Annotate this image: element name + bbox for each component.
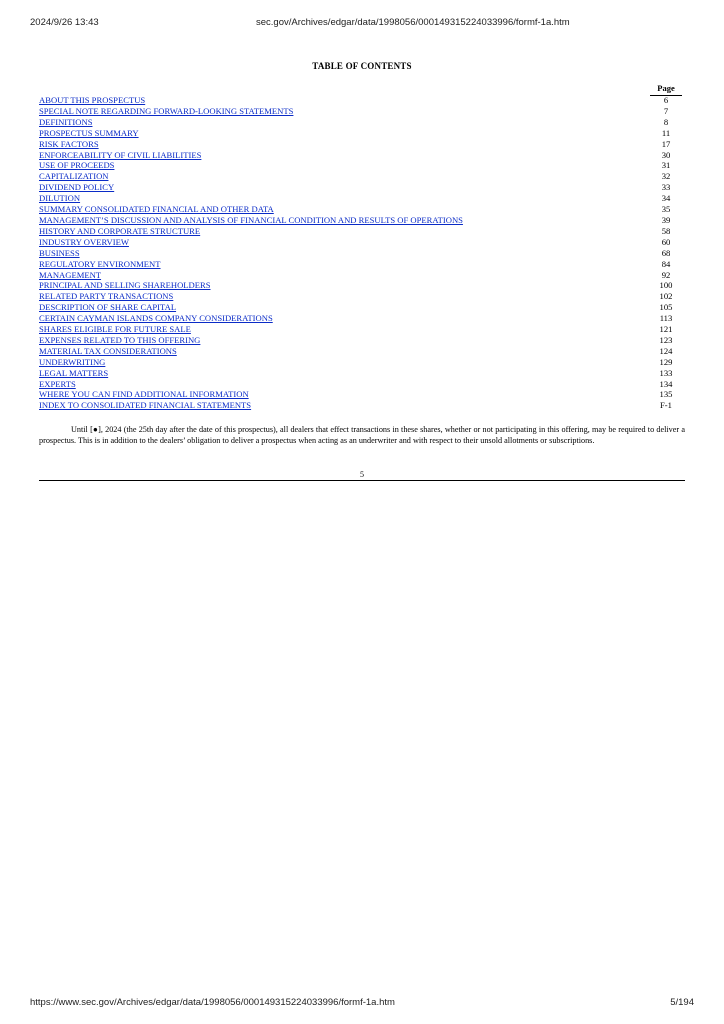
toc-link[interactable]: DEFINITIONS [39, 116, 93, 127]
toc-row [39, 379, 685, 390]
toc-page-number: 84 [661, 258, 671, 269]
print-url: https://www.sec.gov/Archives/edgar/data/1998056/000149315224033996/formf-1a.htm [30, 997, 395, 1008]
toc-page-number: 34 [661, 193, 671, 204]
toc-link[interactable]: HISTORY AND CORPORATE STRUCTURE [39, 225, 201, 236]
toc-row [39, 302, 685, 313]
dealer-prospectus-notice: Until [●], 2024 (the 25th day after the date of this prospectus), all dealers that effect transactions in these shares, whether or not participating in this offering, may be required to deliver a prospectus. This is in addition to the dealers’ obligation to deliver a prospectus when acting as an underwriter and with respect to their unsold allotments or subscriptions. [39, 425, 685, 446]
toc-row [39, 117, 685, 128]
toc-page-number: 60 [661, 236, 671, 247]
print-page-count: 5/194 [670, 997, 694, 1008]
toc-row [39, 139, 685, 150]
toc-row [39, 128, 685, 139]
toc-link[interactable]: UNDERWRITING [39, 356, 106, 367]
toc-page-number: F-1 [660, 400, 672, 411]
toc-page-number: 135 [659, 389, 673, 400]
toc-row [39, 237, 685, 248]
toc-page-number: 58 [661, 225, 671, 236]
toc-page-number: 31 [661, 160, 671, 171]
toc-row [39, 280, 685, 291]
toc-row [39, 313, 685, 324]
toc-page-number: 100 [659, 280, 673, 291]
page-column-header: Page [650, 83, 682, 96]
toc-row [39, 160, 685, 171]
toc-link[interactable]: BUSINESS [39, 247, 80, 258]
toc-page-number: 129 [659, 356, 673, 367]
toc-link[interactable]: USE OF PROCEEDS [39, 160, 115, 171]
toc-page-number: 92 [661, 269, 671, 280]
page-number: 5 [360, 470, 364, 479]
toc-row [39, 291, 685, 302]
toc-link[interactable]: LEGAL MATTERS [39, 367, 109, 378]
toc-link[interactable]: CAPITALIZATION [39, 171, 109, 182]
toc-row [39, 215, 685, 226]
toc-page-number: 39 [661, 214, 671, 225]
toc-page-number: 35 [661, 204, 671, 215]
toc-page-number: 121 [659, 324, 673, 335]
toc-page-number: 6 [663, 95, 669, 105]
toc-link[interactable]: PRINCIPAL AND SELLING SHAREHOLDERS [39, 280, 211, 291]
toc-row [39, 259, 685, 270]
toc-page-number: 17 [661, 138, 671, 149]
toc-row [39, 368, 685, 379]
toc-row [39, 400, 685, 411]
print-page-title: sec.gov/Archives/edgar/data/1998056/000149315224033996/formf-1a.htm [256, 17, 570, 28]
toc-link[interactable]: REGULATORY ENVIRONMENT [39, 258, 161, 269]
toc-heading: TABLE OF CONTENTS [312, 61, 412, 71]
toc-page-number: 30 [661, 149, 671, 160]
toc-row [39, 324, 685, 335]
toc-link[interactable]: EXPENSES RELATED TO THIS OFFERING [39, 334, 201, 345]
toc-link[interactable]: CERTAIN CAYMAN ISLANDS COMPANY CONSIDERATIONS [39, 313, 273, 324]
toc-page-number: 133 [659, 367, 673, 378]
toc-link[interactable]: MATERIAL TAX CONSIDERATIONS [39, 345, 177, 356]
toc-link[interactable]: WHERE YOU CAN FIND ADDITIONAL INFORMATION [39, 389, 249, 400]
toc-page-number: 113 [659, 313, 673, 324]
toc-page-number: 134 [659, 378, 673, 389]
toc-row [39, 204, 685, 215]
toc-row [39, 270, 685, 281]
toc-page-number: 7 [663, 105, 669, 116]
toc-link[interactable]: MANAGEMENT [39, 269, 102, 280]
toc-link[interactable]: ENFORCEABILITY OF CIVIL LIABILITIES [39, 149, 202, 160]
toc-page-number: 123 [659, 334, 673, 345]
toc-page-number: 68 [661, 247, 671, 258]
document-body [39, 60, 685, 479]
toc-row [39, 357, 685, 368]
toc-page-number: 8 [663, 116, 669, 127]
toc-link[interactable]: MANAGEMENT’S DISCUSSION AND ANALYSIS OF FINANCIAL CONDITION AND RESULTS OF OPERATIONS [39, 214, 463, 225]
toc-row [39, 193, 685, 204]
page-divider [39, 480, 685, 481]
print-header [30, 17, 694, 29]
print-footer [30, 997, 694, 1009]
toc-row [39, 182, 685, 193]
toc-link[interactable]: EXPERTS [39, 378, 76, 389]
toc-page-number: 105 [659, 302, 673, 313]
toc-page-number: 11 [661, 127, 671, 138]
toc-list [39, 95, 685, 411]
toc-link[interactable]: RELATED PARTY TRANSACTIONS [39, 291, 174, 302]
toc-link[interactable]: SUMMARY CONSOLIDATED FINANCIAL AND OTHER DATA [39, 204, 274, 215]
toc-row [39, 335, 685, 346]
toc-page-number: 33 [661, 182, 671, 193]
toc-link[interactable]: SHARES ELIGIBLE FOR FUTURE SALE [39, 324, 191, 335]
toc-row [39, 150, 685, 161]
toc-page-number: 32 [661, 171, 671, 182]
print-datetime: 2024/9/26 13:43 [30, 17, 99, 28]
toc-page-number: 124 [659, 345, 673, 356]
toc-link[interactable]: INDUSTRY OVERVIEW [39, 236, 129, 247]
toc-link[interactable]: DESCRIPTION OF SHARE CAPITAL [39, 302, 177, 313]
toc-row [39, 248, 685, 259]
toc-link[interactable]: DILUTION [39, 193, 81, 204]
toc-link[interactable]: PROSPECTUS SUMMARY [39, 127, 139, 138]
toc-link[interactable]: RISK FACTORS [39, 138, 99, 149]
toc-link[interactable]: ABOUT THIS PROSPECTUS [39, 95, 146, 105]
toc-row [39, 389, 685, 400]
toc-row [39, 95, 685, 106]
toc-row [39, 226, 685, 237]
toc-link[interactable]: SPECIAL NOTE REGARDING FORWARD-LOOKING STATEMENTS [39, 105, 294, 116]
toc-link[interactable]: INDEX TO CONSOLIDATED FINANCIAL STATEMENTS [39, 400, 252, 411]
toc-page-number: 102 [659, 291, 673, 302]
toc-row [39, 346, 685, 357]
toc-row [39, 106, 685, 117]
toc-row [39, 171, 685, 182]
toc-link[interactable]: DIVIDEND POLICY [39, 182, 115, 193]
